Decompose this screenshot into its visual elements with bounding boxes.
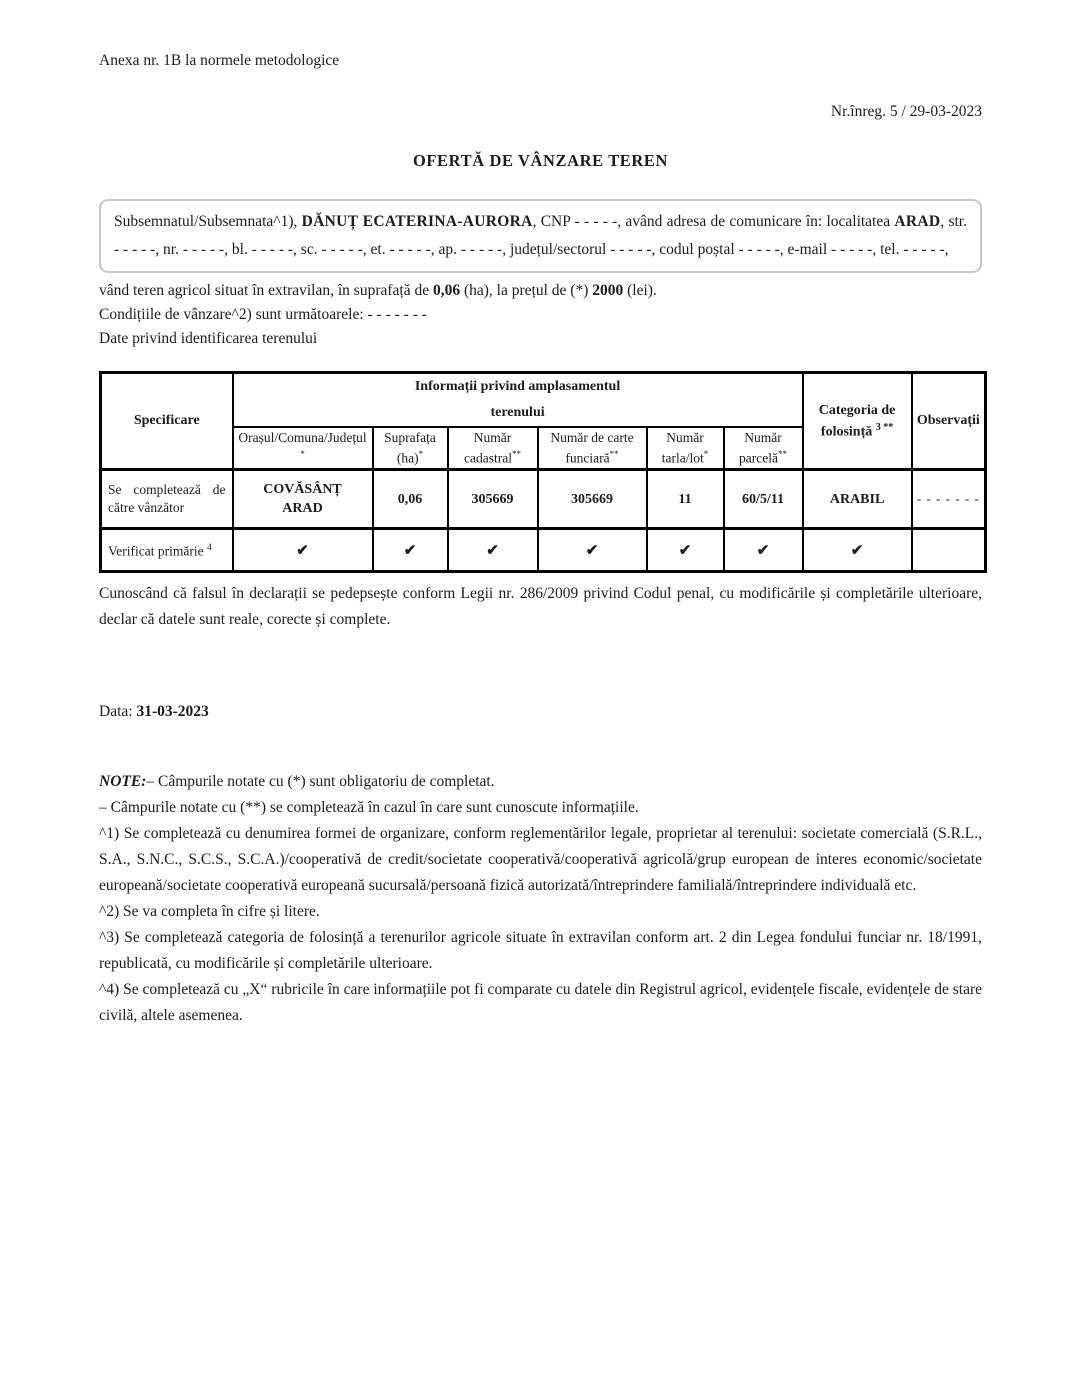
cell-tarla: 11 [647,470,724,529]
seller-identity-box [99,199,982,273]
registration-number: Nr.înreg. 5 / 29-03-2023 [830,103,982,120]
note-label: NOTE: [99,773,147,790]
sale-details [99,279,982,351]
subheader-line1: Suprafața [384,429,436,445]
categoria-text: folosință [820,424,873,440]
intro-segment: Subsemnatul/Subsemnata^1), [114,213,302,230]
checkmark-tarla: ✔ [647,529,724,572]
header-group-line2: terenului [490,405,545,420]
seller-row-label [101,470,233,529]
subheader-line2 [374,446,447,467]
notes-section [99,769,982,1029]
table-row-seller [101,470,986,529]
cell-area: 0,06 [373,470,448,529]
land-identification-table [99,371,987,573]
seller-city: ARAD [894,213,941,230]
intro-segment: , str. - - - - -, nr. - - - - -, bl. - - - - -, sc. - - - - -, et. - - - - -, ap. - - - - -, județul/sectorul - - - - -, codul poștal - - - - -, e-mail - - - - -, tel. - - - - -, [114,213,967,258]
sale-segment: (lei). [623,282,657,299]
land-price: 2000 [592,282,624,299]
cell-carte-funciara: 305669 [538,470,647,529]
verified-row-label [101,529,233,572]
sale-segment: (ha), la prețul de (*) [460,282,593,299]
subheader-text: (ha) [396,450,419,466]
location-line1: COVĂSÂNȚ [263,482,342,497]
subheader-line2 [648,446,723,467]
sale-segment: vând teren agricol situat în extravilan, în suprafață de [99,282,433,299]
header-group-line1: Informații privind amplasamentul [414,379,621,394]
note-1: ^1) Se completează cu denumirea formei de organizare, conform reglementărilor legale, proprietar al terenului: societate comercială (S.R.L., S.A., S.N.C., S.C.S., S.C.A.)/cooperativă de credit/societate cooperativă/cooperativă agricolă/grup european de interes economic/societate europeană/societate cooperativă europeană sucursală/persoană fizică autorizată/întreprindere familială/întreprindere individuală etc. [99,825,982,894]
subheader-text: cadastral [464,450,512,466]
checkmark-area: ✔ [373,529,448,572]
note-star-text: – Câmpurile notate cu (*) sunt obligatoriu de completat. [146,773,495,790]
header-parcela [724,427,803,470]
header-oras-comuna-judet [233,427,373,470]
header-suprafata [373,427,448,470]
categoria-footnote-mark: 3 ** [875,421,894,433]
seller-name: DĂNUȚ ECATERINA-AURORA [301,213,533,230]
verified-row-label-text: Verificat primărie [108,543,204,559]
cell-cadastral: 305669 [448,470,538,529]
checkmark-observatii-empty [912,529,986,572]
header-tarla-lot [647,427,724,470]
subheader-line1: Număr de carte [550,429,634,445]
intro-segment: , CNP - - - - -, având adresa de comunicare în: localitatea [532,213,895,230]
subheader-line1: Orașul/Comuna/Județul [238,429,367,445]
footnote-mark: * [703,448,709,459]
subheader-line1: Număr [473,429,512,445]
footnote-mark: ** [609,448,619,459]
sale-line [99,279,982,303]
subheader-text: tarla/lot [661,450,704,466]
header-carte-funciara [538,427,647,470]
legal-declaration: Cunoscând că falsul în declarații se pedepsește conform Legii nr. 286/2009 privind Codul penal, cu modificările și completările ulterioare, declar că datele sunt reale, corecte și complete. [99,585,982,628]
footnote-mark: * [300,448,305,459]
categoria-line2 [804,419,911,441]
checkmark-cadastral: ✔ [448,529,538,572]
checkmark-categoria: ✔ [803,529,912,572]
location-line2: ARAD [282,501,323,516]
subheader-line2 [725,446,802,467]
table-header-row-1 [101,373,986,428]
annex-reference: Anexa nr. 1B la normele metodologice [99,52,340,69]
cell-parcela: 60/5/11 [724,470,803,529]
seller-row-label-text: Se completează de către vânzător [108,482,226,515]
checkmark-carte-funciara: ✔ [538,529,647,572]
cell-categoria: ARABIL [803,470,912,529]
cell-location [233,470,373,529]
footnote-mark: ** [778,448,788,459]
subheader-text: parcelă [739,450,779,466]
categoria-line1: Categoria de [818,402,896,418]
footnote-mark: * [418,448,424,459]
verified-footnote-mark: 4 [206,543,212,554]
subheader-text: funciară [565,450,610,466]
date-value: 31-03-2023 [136,703,209,720]
note-2: ^2) Se va completa în cifre și litere. [99,903,320,920]
subheader-line2 [539,446,646,467]
subheader-line1: Număr [744,429,782,445]
header-numar-cadastral [448,427,538,470]
note-double-star: – Câmpurile notate cu (**) se completează în cazul în care sunt cunoscute informațiile. [99,799,639,816]
date-line [99,699,982,725]
note-star [99,769,982,795]
footnote-mark: ** [511,448,521,459]
land-data-heading: Date privind identificarea terenului [99,330,318,347]
table-row-verified [101,529,986,572]
land-area: 0,06 [432,282,461,299]
checkmark-parcela: ✔ [724,529,803,572]
subheader-line2 [234,446,372,467]
note-3: ^3) Se completează categoria de folosință a terenurilor agricole situate în extravilan conform art. 2 din Legea fondului funciar nr. 18/1991, republicată, cu modificările și completările ulterioare. [99,929,982,972]
sale-conditions: Condițiile de vânzare^2) sunt următoarele: - - - - - - - [99,306,427,323]
date-label: Data: [99,703,137,720]
cell-observatii: - - - - - - - [912,470,986,529]
checkmark-location: ✔ [233,529,373,572]
header-observatii: Observații [912,373,986,470]
subheader-line2 [449,446,537,467]
header-categoria-folosinta [803,373,912,470]
header-specificare: Specificare [101,373,233,470]
header-amplasament-group [233,373,803,428]
note-4: ^4) Se completează cu „X“ rubricile în care informațiile pot fi comparate cu datele din Registrul agricol, evidențele fiscale, evidențele de stare civilă, altele asemenea. [99,981,982,1024]
subheader-line1: Număr [666,429,704,445]
page-title: OFERTĂ DE VÂNZARE TEREN [412,151,669,170]
